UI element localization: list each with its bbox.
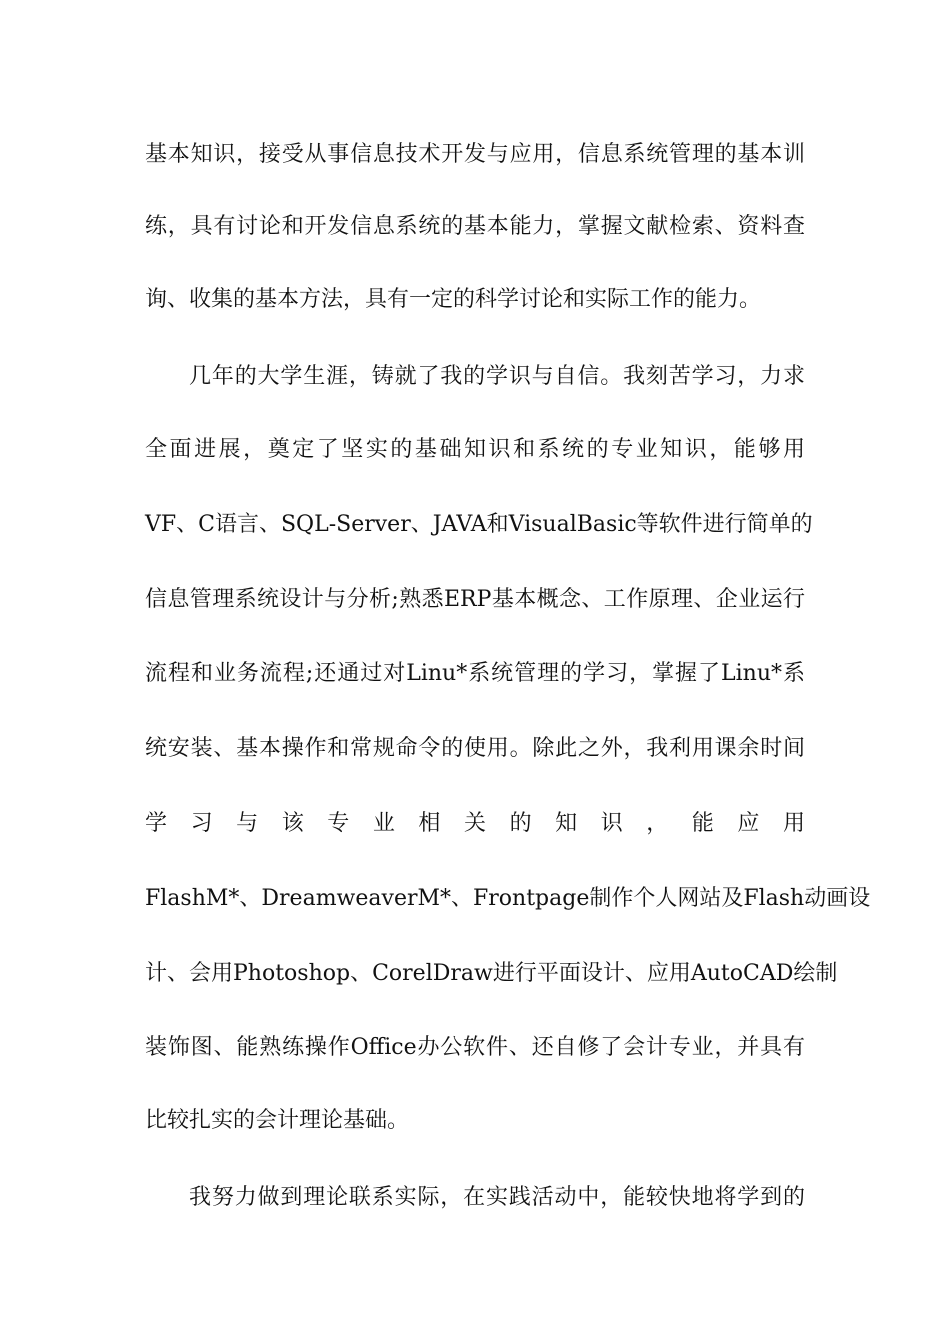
text-line-1: 基本知识，接受从事信息技术开发与应用，信息系统管理的基本训 bbox=[145, 142, 805, 167]
text-line-13: 装饰图、能熟练操作Office办公软件、还自修了会计专业，并具有 bbox=[145, 1035, 805, 1060]
text-line-6: VF、C语言、SQL-Server、JAVA和VisualBasic等软件进行简单的 bbox=[145, 512, 813, 537]
text-line-12: 计、会用Photoshop、CorelDraw进行平面设计、应用AutoCAD绘制 bbox=[145, 961, 838, 986]
text-line-4: 几年的大学生涯，铸就了我的学识与自信。我刻苦学习，力求 bbox=[189, 364, 805, 389]
text-line-11: FlashM*、DreamweaverM*、Frontpage制作个人网站及Flash动画设 bbox=[145, 886, 871, 911]
text-line-10: 学 习 与 该 专 业 相 关 的 知 识 ， 能 应 用 bbox=[145, 811, 805, 836]
text-line-15: 我努力做到理论联系实际，在实践活动中，能较快地将学到的 bbox=[189, 1185, 805, 1210]
text-line-14: 比较扎实的会计理论基础。 bbox=[145, 1108, 410, 1133]
text-line-8: 流程和业务流程;还通过对Linu*系统管理的学习，掌握了Linu*系 bbox=[145, 661, 805, 686]
text-line-3: 询、收集的基本方法，具有一定的科学讨论和实际工作的能力。 bbox=[145, 287, 762, 312]
text-line-7: 信息管理系统设计与分析;熟悉ERP基本概念、工作原理、企业运行 bbox=[145, 587, 805, 612]
text-line-9: 统安装、基本操作和常规命令的使用。除此之外，我利用课余时间 bbox=[145, 736, 805, 761]
text-line-5: 全面进展，奠定了坚实的基础知识和系统的专业知识，能够用 bbox=[145, 437, 805, 462]
text-line-2: 练，具有讨论和开发信息系统的基本能力，掌握文献检索、资料查 bbox=[145, 214, 805, 239]
